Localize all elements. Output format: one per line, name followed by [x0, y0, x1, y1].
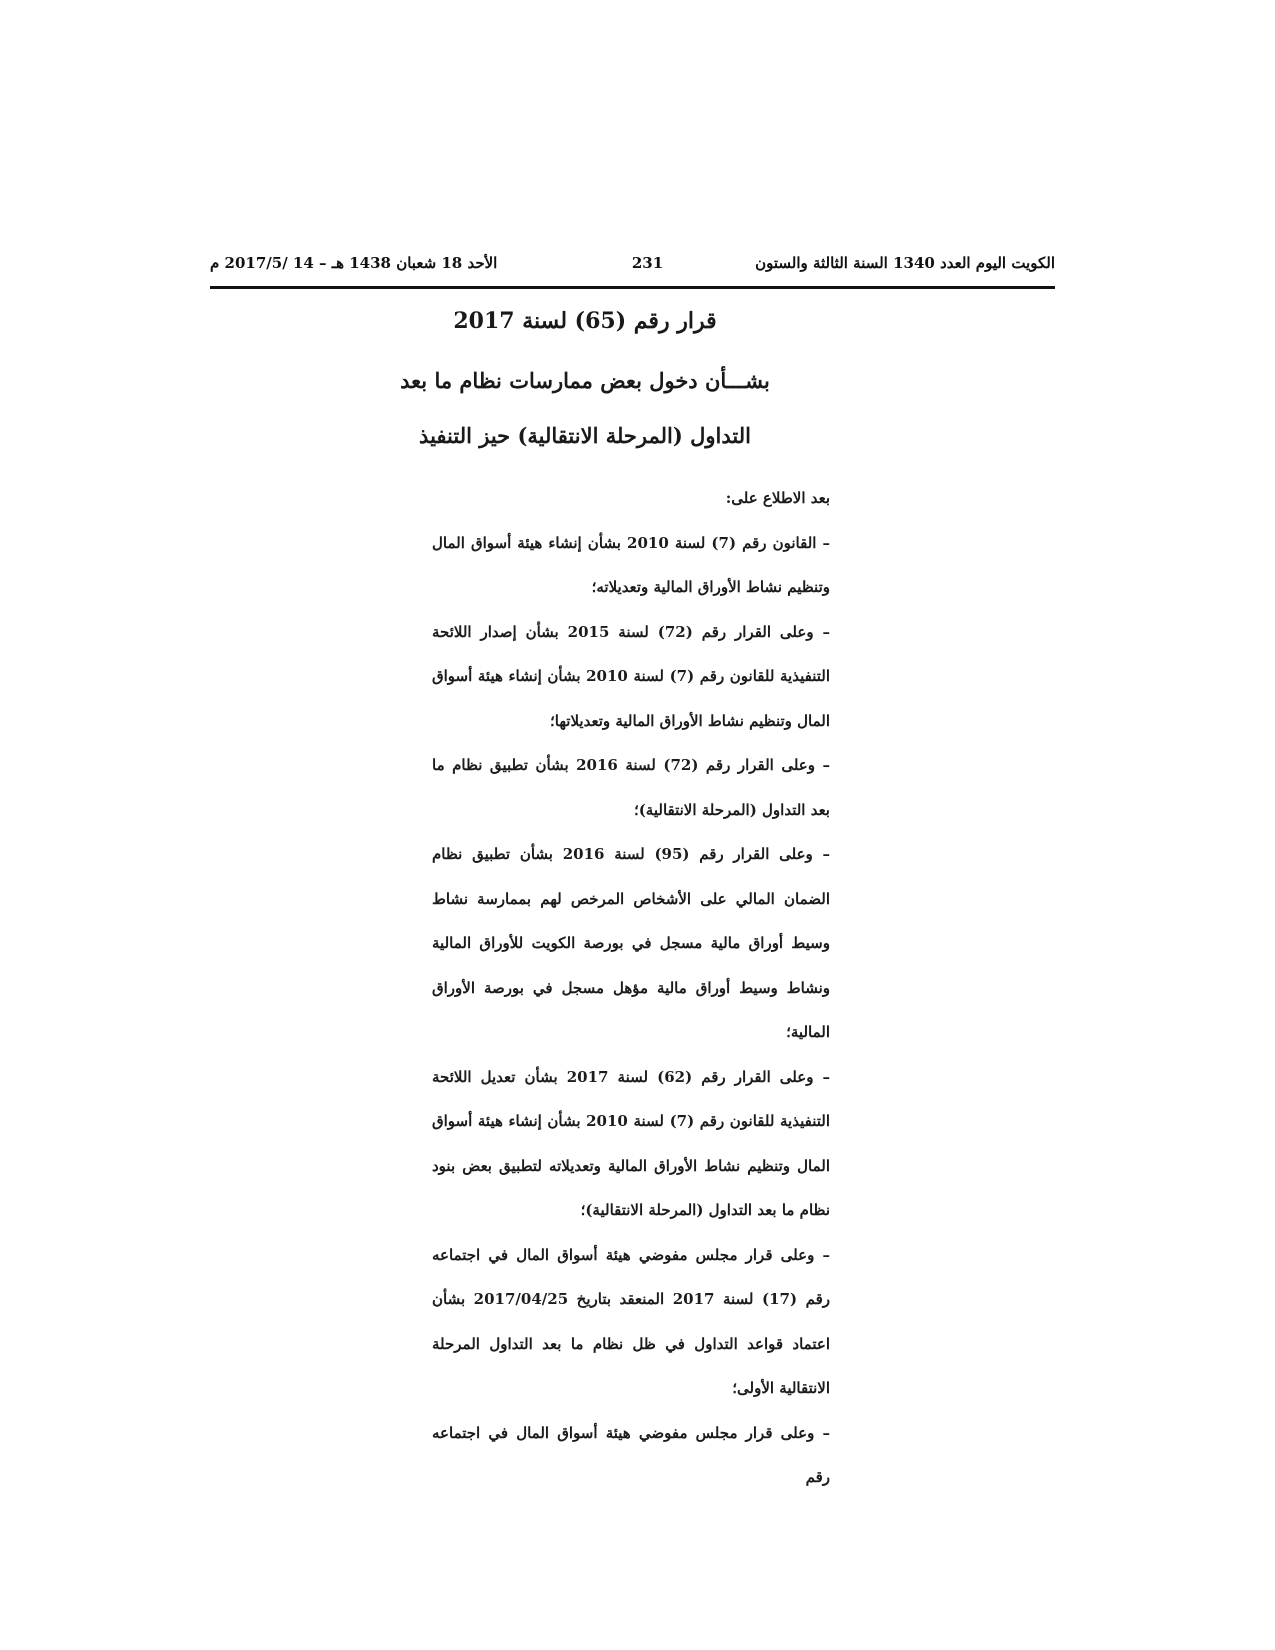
decision-subject-line-1: بشـــأن دخول بعض ممارسات نظام ما بعد [400, 368, 770, 393]
preamble-item: – القانون رقم (7) لسنة 2010 بشأن إنشاء هيئة أسواق المال وتنظيم نشاط الأوراق المالية وتعديلاته؛ [432, 533, 831, 596]
decision-body [432, 476, 830, 1500]
preamble-item: – وعلى قرار مجلس مفوضي هيئة أسواق المال في اجتماعه رقم (17) لسنة 2017 المنعقد بتاريخ 2017/04/25 بشأن اعتماد قواعد التداول في ظل نظام ما بعد التداول المرحلة الانتقالية الأولى؛ [432, 1245, 830, 1397]
page-header [210, 254, 1055, 278]
preamble-item: – وعلى القرار رقم (72) لسنة 2016 بشأن تطبيق نظام ما بعد التداول (المرحلة الانتقالية)؛ [432, 756, 830, 819]
decision-subject-line-2: التداول (المرحلة الانتقالية) حيز التنفيذ [419, 423, 751, 448]
header-divider [210, 286, 1055, 289]
preamble-item: – وعلى القرار رقم (72) لسنة 2015 بشأن إصدار اللائحة التنفيذية للقانون رقم (7) لسنة 2010 بشأن إنشاء هيئة أسواق المال وتنظيم نشاط الأوراق المالية وتعديلاتها؛ [432, 622, 830, 730]
preamble-item: – وعلى القرار رقم (95) لسنة 2016 بشأن تطبيق نظام الضمان المالي على الأشخاص المرخص لهم بممارسة نشاط وسيط أوراق مالية مسجل في بورصة الكويت للأوراق المالية ونشاط وسيط أوراق مالية مؤهل مسجل في بورصة الأوراق المالية؛ [432, 845, 831, 1041]
issue-date: الأحد 18 شعبان 1438 هـ – 14 /2017/5 م [210, 254, 498, 272]
preamble-item: – وعلى قرار مجلس مفوضي هيئة أسواق المال في اجتماعه رقم [432, 1423, 830, 1486]
page-number: 231 [631, 254, 664, 272]
preamble-item: – وعلى القرار رقم (62) لسنة 2017 بشأن تعديل اللائحة التنفيذية للقانون رقم (7) لسنة 2010 بشأن إنشاء هيئة أسواق المال وتنظيم نشاط الأوراق المالية وتعديلاته لتطبيق بعض بنود نظام ما بعد التداول (المرحلة الانتقالية)؛ [432, 1067, 831, 1219]
gazette-issue-info: الكويت اليوم العدد 1340 السنة الثالثة والستون [755, 254, 1055, 272]
decision-title: قرار رقم (65) لسنة 2017 [453, 308, 717, 334]
preamble-intro: بعد الاطلاع على: [725, 489, 830, 507]
